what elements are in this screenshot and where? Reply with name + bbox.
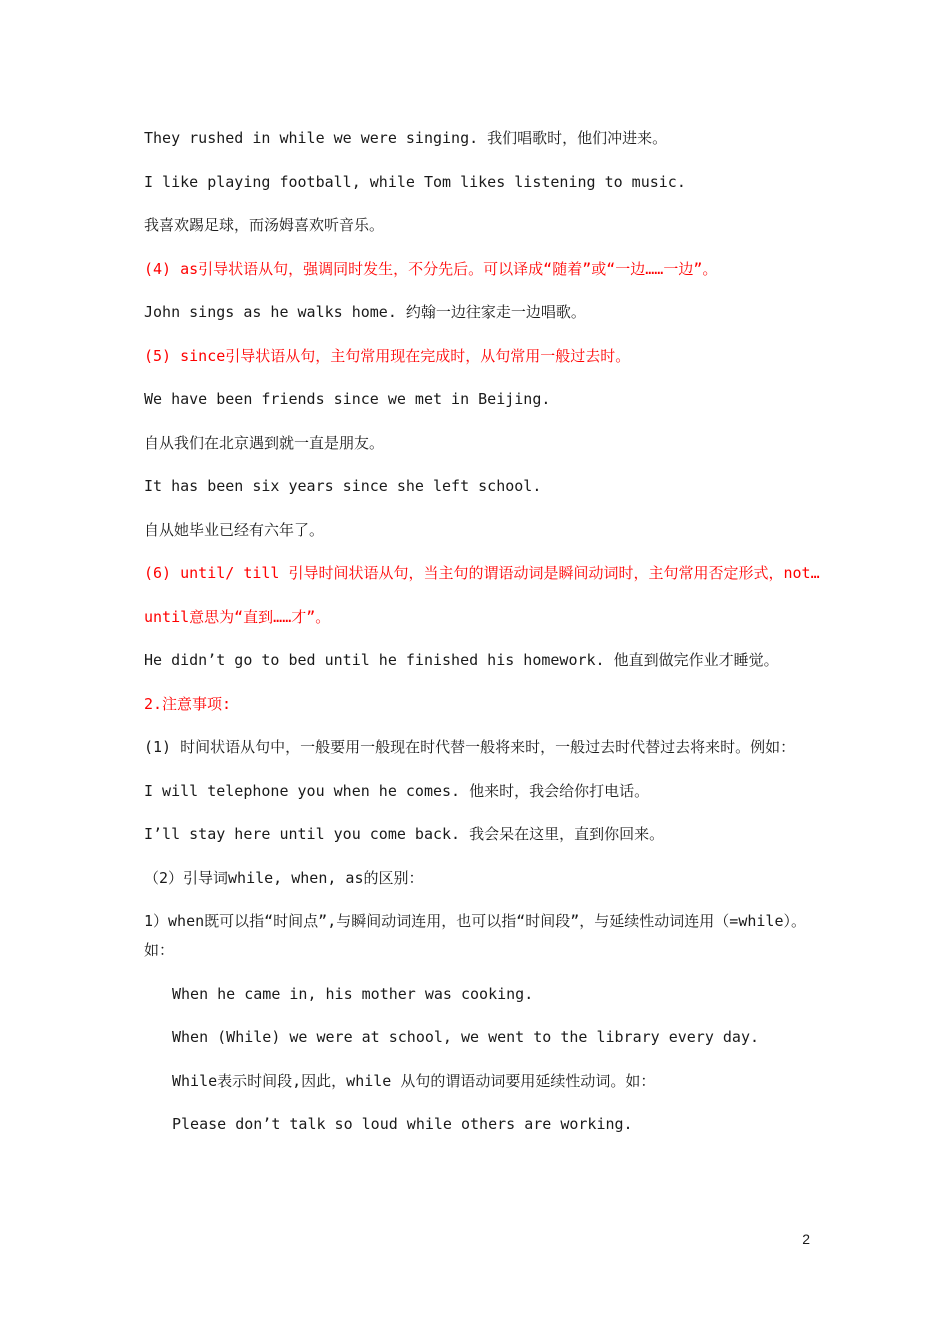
text-line-3: 我喜欢踢足球，而汤姆喜欢听音乐。: [144, 216, 385, 234]
text-line-15: (1) 时间状语从句中，一般要用一般现在时代替一般将来时，一般过去时代替过去将来时。例如：: [144, 738, 796, 756]
text-line-16: I will telephone you when he comes. 他来时，我会给你打电话。: [144, 781, 650, 800]
text-line-9: It has been six years since she left school.: [144, 477, 542, 495]
text-line-8: 自从我们在北京遇到就一直是朋友。: [144, 433, 385, 452]
text-line-1: They rushed in while we were singing. 我们唱歌时，他们冲进来。: [144, 129, 668, 147]
rule-heading-since: (5) since引导状语从句，主句常用现在完成时，从句常用一般过去时。: [144, 346, 631, 365]
document-body: [144, 124, 824, 1154]
text-line-2: I like playing football, while Tom likes listening to music.: [144, 172, 686, 191]
example-line-2: When (While) we were at school, we went to the library every day.: [172, 1028, 759, 1046]
text-line-10: 自从她毕业已经有六年了。: [144, 520, 325, 539]
rule-heading-as: (4) as引导状语从句，强调同时发生，不分先后。可以译成“随着”或“一边……一边”。: [144, 259, 718, 278]
section-heading-notes: 2.注意事项:: [144, 694, 232, 713]
text-line-5: John sings as he walks home. 约翰一边往家走一边唱歌。: [144, 303, 586, 321]
example-line-1: When he came in, his mother was cooking.: [172, 984, 534, 1003]
rule-heading-until-meaning: until意思为“直到……才”。: [144, 607, 331, 626]
text-line-7: We have been friends since we met in Beijing.: [144, 390, 551, 408]
example-line-4: Please don’t talk so loud while others are working.: [172, 1115, 633, 1133]
text-line-17: I’ll stay here until you come back. 我会呆在这里，直到你回来。: [144, 825, 665, 843]
page-number: 2: [802, 1231, 810, 1247]
text-line-13: He didn’t go to bed until he finished his homework. 他直到做完作业才睡觉。: [144, 651, 779, 669]
example-line-3: While表示时间段,因此，while 从句的谓语动词要用延续性动词。如：: [172, 1071, 656, 1090]
rule-heading-until: (6) until/ till 引导时间状语从句，当主句的谓语动词是瞬间动词时，主句常用否定形式，not…: [144, 564, 820, 582]
text-line-19: 1）when既可以指“时间点”,与瞬间动词连用，也可以指“时间段”，与延续性动词连用（=while）。如：: [144, 912, 806, 959]
text-line-18: （2）引导词while, when, as的区别：: [144, 868, 424, 887]
